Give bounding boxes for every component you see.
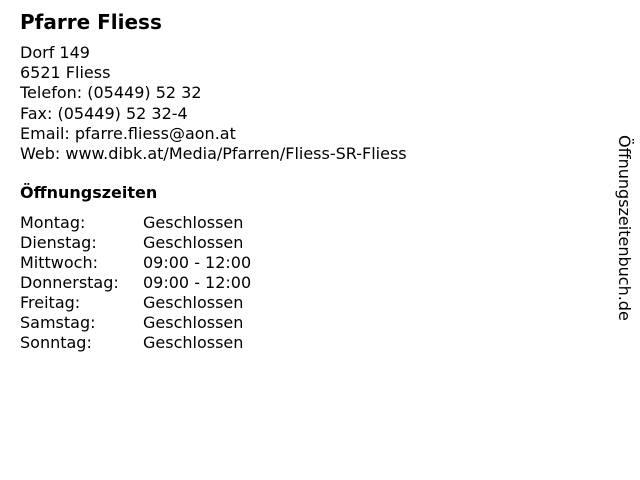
day-label: Dienstag: bbox=[20, 233, 97, 252]
address-city: 6521 Fliess bbox=[20, 63, 111, 83]
time-value: Geschlossen bbox=[143, 293, 244, 312]
hours-row-sunday bbox=[20, 333, 251, 353]
day-label: Samstag: bbox=[20, 313, 96, 332]
hours-row-wednesday bbox=[20, 253, 251, 273]
day-label: Mittwoch: bbox=[20, 253, 98, 272]
fax-number: Fax: (05449) 52 32-4 bbox=[20, 103, 188, 123]
page-title: Pfarre Fliess bbox=[20, 10, 162, 34]
time-value: Geschlossen bbox=[143, 313, 244, 332]
phone-number: Telefon: (05449) 52 32 bbox=[20, 83, 202, 103]
time-value: 09:00 - 12:00 bbox=[143, 253, 252, 272]
time-value: 09:00 - 12:00 bbox=[143, 273, 252, 292]
day-label: Freitag: bbox=[20, 293, 81, 312]
hours-row-saturday bbox=[20, 313, 251, 333]
day-label: Sonntag: bbox=[20, 333, 92, 352]
hours-row-tuesday bbox=[20, 233, 251, 253]
address-street: Dorf 149 bbox=[20, 43, 90, 62]
time-value: Geschlossen bbox=[143, 233, 244, 252]
day-label: Donnerstag: bbox=[20, 273, 119, 292]
site-watermark: Öffnungszeitenbuch.de bbox=[615, 135, 634, 321]
opening-hours-table bbox=[20, 213, 251, 353]
day-label: Montag: bbox=[20, 213, 86, 232]
hours-row-friday bbox=[20, 293, 251, 313]
hours-row-thursday bbox=[20, 273, 251, 293]
email-address: Email: pfarre.fliess@aon.at bbox=[20, 123, 236, 143]
contact-block bbox=[20, 43, 407, 164]
hours-row-monday bbox=[20, 213, 251, 233]
website-url: Web: www.dibk.at/Media/Pfarren/Fliess-SR-Fliess bbox=[20, 144, 407, 164]
opening-hours-heading: Öffnungszeiten bbox=[20, 183, 158, 202]
time-value: Geschlossen bbox=[143, 213, 244, 232]
time-value: Geschlossen bbox=[143, 333, 244, 352]
